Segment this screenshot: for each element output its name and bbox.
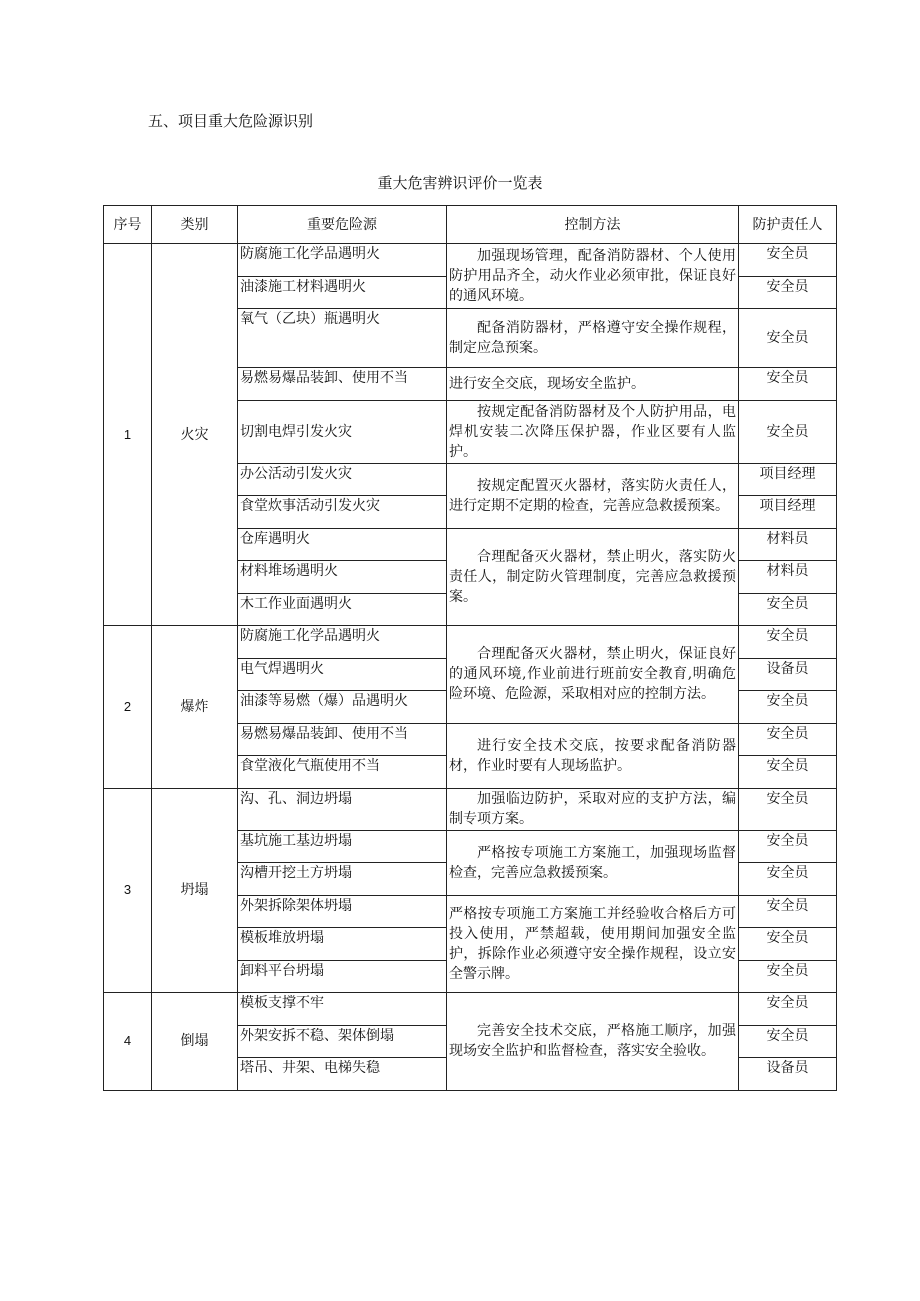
group-number: 1 [104, 244, 152, 626]
responsible-person: 安全员 [739, 723, 837, 756]
responsible-person: 设备员 [739, 1058, 837, 1091]
group-category: 倒塌 [152, 993, 238, 1091]
header-no: 序号 [104, 206, 152, 244]
hazard-source: 氧气（乙块）瓶遇明火 [238, 309, 447, 368]
hazard-source: 模板堆放坍塌 [238, 928, 447, 961]
hazard-source: 仓库遇明火 [238, 528, 447, 561]
hazard-source: 模板支撑不牢 [238, 993, 447, 1026]
hazard-source: 电气焊遇明火 [238, 658, 447, 691]
group-number: 2 [104, 626, 152, 789]
hazard-source: 外架拆除架体坍塌 [238, 895, 447, 928]
responsible-person: 安全员 [739, 895, 837, 928]
section-title: 五、项目重大危险源识别 [148, 112, 314, 130]
header-category: 类别 [152, 206, 238, 244]
hazard-source: 外架安拆不稳、架体倒塌 [238, 1025, 447, 1058]
responsible-person: 安全员 [739, 788, 837, 830]
control-method: 合理配备灭火器材，禁止明火，落实防火责任人，制定防火管理制度，完善应急救援预案。 [447, 528, 739, 626]
header-source: 重要危险源 [238, 206, 447, 244]
responsible-person: 安全员 [739, 1025, 837, 1058]
responsible-person: 安全员 [739, 960, 837, 993]
hazard-source: 卸料平台坍塌 [238, 960, 447, 993]
hazard-source: 木工作业面遇明火 [238, 593, 447, 626]
header-method: 控制方法 [447, 206, 739, 244]
group-number: 3 [104, 788, 152, 993]
responsible-person: 安全员 [739, 993, 837, 1026]
table-row [104, 993, 837, 1026]
hazard-source: 食堂炊事活动引发火灾 [238, 496, 447, 529]
responsible-person: 安全员 [739, 276, 837, 309]
control-method: 严格按专项施工方案施工并经验收合格后方可投入使用，严禁超载，使用期间加强安全监护，拆除作业必须遵守安全操作规程，设立安全警示牌。 [447, 895, 739, 993]
hazard-source: 防腐施工化学品遇明火 [238, 244, 447, 277]
responsible-person: 安全员 [739, 593, 837, 626]
control-method: 加强现场管理，配备消防器材、个人使用防护用品齐全，动火作业必须审批，保证良好的通风环境。 [447, 244, 739, 309]
hazard-source: 基坑施工基边坍塌 [238, 830, 447, 863]
table-row [104, 788, 837, 830]
responsible-person: 安全员 [739, 309, 837, 368]
control-method: 按规定配置灭火器材，落实防火责任人，进行定期不定期的检查，完善应急救援预案。 [447, 463, 739, 528]
responsible-person: 项目经理 [739, 496, 837, 529]
control-method: 进行安全技术交底，按要求配备消防器材，作业时要有人现场监护。 [447, 723, 739, 788]
responsible-person: 材料员 [739, 528, 837, 561]
control-method: 严格按专项施工方案施工，加强现场监督检查，完善应急救援预案。 [447, 830, 739, 895]
control-method: 加强临边防护，采取对应的支护方法，编制专项方案。 [447, 788, 739, 830]
responsible-person: 安全员 [739, 244, 837, 277]
hazard-table [103, 205, 837, 1091]
responsible-person: 材料员 [739, 561, 837, 594]
hazard-source: 材料堆场遇明火 [238, 561, 447, 594]
header-row [104, 206, 837, 244]
responsible-person: 安全员 [739, 368, 837, 401]
hazard-source: 塔吊、井架、电梯失稳 [238, 1058, 447, 1091]
responsible-person: 安全员 [739, 756, 837, 789]
hazard-source: 办公活动引发火灾 [238, 463, 447, 496]
group-category: 火灾 [152, 244, 238, 626]
hazard-source: 食堂液化气瓶使用不当 [238, 756, 447, 789]
responsible-person: 设备员 [739, 658, 837, 691]
table-row [104, 244, 837, 277]
control-method: 进行安全交底，现场安全监护。 [447, 368, 739, 401]
responsible-person: 项目经理 [739, 463, 837, 496]
hazard-source: 油漆等易燃（爆）品遇明火 [238, 691, 447, 724]
header-responsible: 防护责任人 [739, 206, 837, 244]
hazard-source: 易燃易爆品装卸、使用不当 [238, 723, 447, 756]
responsible-person: 安全员 [739, 863, 837, 896]
hazard-source: 沟槽开挖土方坍塌 [238, 863, 447, 896]
control-method: 配备消防器材，严格遵守安全操作规程，制定应急预案。 [447, 309, 739, 368]
control-method: 按规定配备消防器材及个人防护用品，电焊机安装二次降压保护器，作业区要有人监护。 [447, 400, 739, 463]
responsible-person: 安全员 [739, 830, 837, 863]
hazard-source: 油漆施工材料遇明火 [238, 276, 447, 309]
responsible-person: 安全员 [739, 691, 837, 724]
responsible-person: 安全员 [739, 928, 837, 961]
control-method: 完善安全技术交底，严格施工顺序，加强现场安全监护和监督检查，落实安全验收。 [447, 993, 739, 1091]
table-title: 重大危害辨识评价一览表 [377, 174, 543, 192]
responsible-person: 安全员 [739, 400, 837, 463]
table-row [104, 626, 837, 659]
group-category: 坍塌 [152, 788, 238, 993]
responsible-person: 安全员 [739, 626, 837, 659]
group-category: 爆炸 [152, 626, 238, 789]
control-method: 合理配备灭火器材，禁止明火，保证良好的通风环境,作业前进行班前安全教育,明确危险环境、危险源，采取相对应的控制方法。 [447, 626, 739, 724]
hazard-source: 防腐施工化学品遇明火 [238, 626, 447, 659]
hazard-source: 沟、孔、洞边坍塌 [238, 788, 447, 830]
hazard-source: 切割电焊引发火灾 [238, 400, 447, 463]
hazard-source: 易燃易爆品装卸、使用不当 [238, 368, 447, 401]
group-number: 4 [104, 993, 152, 1091]
